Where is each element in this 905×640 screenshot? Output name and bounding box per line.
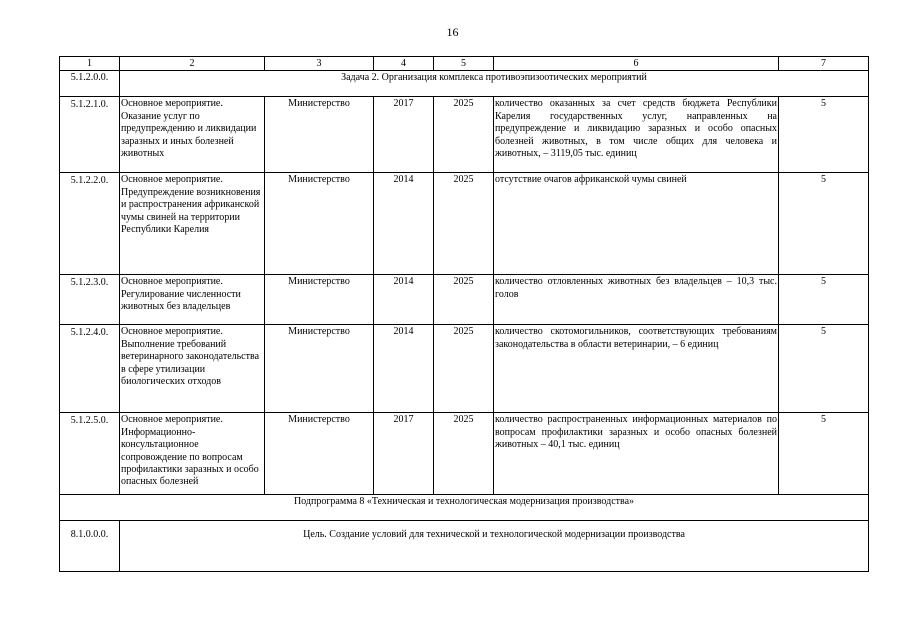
table-row — [60, 173, 869, 275]
header-cell: 3 — [265, 57, 374, 71]
program-table — [59, 56, 869, 572]
row-indicator: количество скотомогильников, соответствующих требованиям законодательства в области ветеринарии, – 6 единиц — [494, 325, 779, 413]
task-code: 5.1.2.0.0. — [60, 71, 120, 97]
table-row — [60, 325, 869, 413]
table-row — [60, 275, 869, 325]
row-executor: Министерство — [265, 173, 374, 275]
row-start-year: 2017 — [374, 97, 434, 173]
row-start-year: 2014 — [374, 275, 434, 325]
row-end-year: 2025 — [434, 413, 494, 495]
header-cell: 7 — [779, 57, 869, 71]
goal-row — [60, 521, 869, 572]
row-code: 5.1.2.3.0. — [60, 275, 120, 325]
row-code: 5.1.2.2.0. — [60, 173, 120, 275]
header-cell: 6 — [494, 57, 779, 71]
subprogram-title: Подпрограмма 8 «Техническая и технологическая модернизация производства» — [60, 495, 869, 521]
row-end-year: 2025 — [434, 275, 494, 325]
row-link: 5 — [779, 97, 869, 173]
row-start-year: 2014 — [374, 325, 434, 413]
page-number: 16 — [446, 25, 459, 39]
row-indicator: количество распространенных информационных материалов по вопросам профилактики заразных и особо опасных болезней животных – 40,1 тыс. единиц — [494, 413, 779, 495]
row-end-year: 2025 — [434, 325, 494, 413]
task-row — [60, 71, 869, 97]
subprogram-row — [60, 495, 869, 521]
row-name: Основное мероприятие. Предупреждение возникновения и распространения африканской чумы свиней на территории Республики Карелия — [120, 173, 265, 275]
task-title: Задача 2. Организация комплекса противоэпизоотических мероприятий — [120, 71, 869, 97]
row-name: Основное мероприятие. Информационно-консультационное сопровождение по вопросам профилактики заразных и особо опасных болезней — [120, 413, 265, 495]
row-link: 5 — [779, 275, 869, 325]
row-start-year: 2014 — [374, 173, 434, 275]
row-executor: Министерство — [265, 275, 374, 325]
row-indicator: количество отловленных животных без владельцев – 10,3 тыс. голов — [494, 275, 779, 325]
row-link: 5 — [779, 325, 869, 413]
header-cell: 2 — [120, 57, 265, 71]
row-link: 5 — [779, 173, 869, 275]
row-executor: Министерство — [265, 325, 374, 413]
row-name: Основное мероприятие. Регулирование численности животных без владельцев — [120, 275, 265, 325]
table-row — [60, 413, 869, 495]
row-link: 5 — [779, 413, 869, 495]
row-indicator: количество оказанных за счет средств бюджета Республики Карелия государственных услуг, направленных на предупреждение и ликвидацию заразных и особо опасных болезней животных, в том числе общих для человека и животных, – 3119,05 тыс. единиц — [494, 97, 779, 173]
row-name: Основное мероприятие. Выполнение требований ветеринарного законодательства в сфере утилизации биологических отходов — [120, 325, 265, 413]
header-cell: 5 — [434, 57, 494, 71]
goal-code: 8.1.0.0.0. — [60, 521, 120, 572]
goal-title: Цель. Создание условий для технической и технологической модернизации производства — [120, 521, 869, 572]
row-code: 5.1.2.5.0. — [60, 413, 120, 495]
row-executor: Министерство — [265, 413, 374, 495]
row-start-year: 2017 — [374, 413, 434, 495]
header-cell: 1 — [60, 57, 120, 71]
row-end-year: 2025 — [434, 173, 494, 275]
header-cell: 4 — [374, 57, 434, 71]
table-row — [60, 97, 869, 173]
row-code: 5.1.2.1.0. — [60, 97, 120, 173]
row-code: 5.1.2.4.0. — [60, 325, 120, 413]
header-row — [60, 57, 869, 71]
row-name: Основное мероприятие. Оказание услуг по предупреждению и ликвидации заразных и иных болезней животных — [120, 97, 265, 173]
row-indicator: отсутствие очагов африканской чумы свиней — [494, 173, 779, 275]
row-end-year: 2025 — [434, 97, 494, 173]
row-executor: Министерство — [265, 97, 374, 173]
